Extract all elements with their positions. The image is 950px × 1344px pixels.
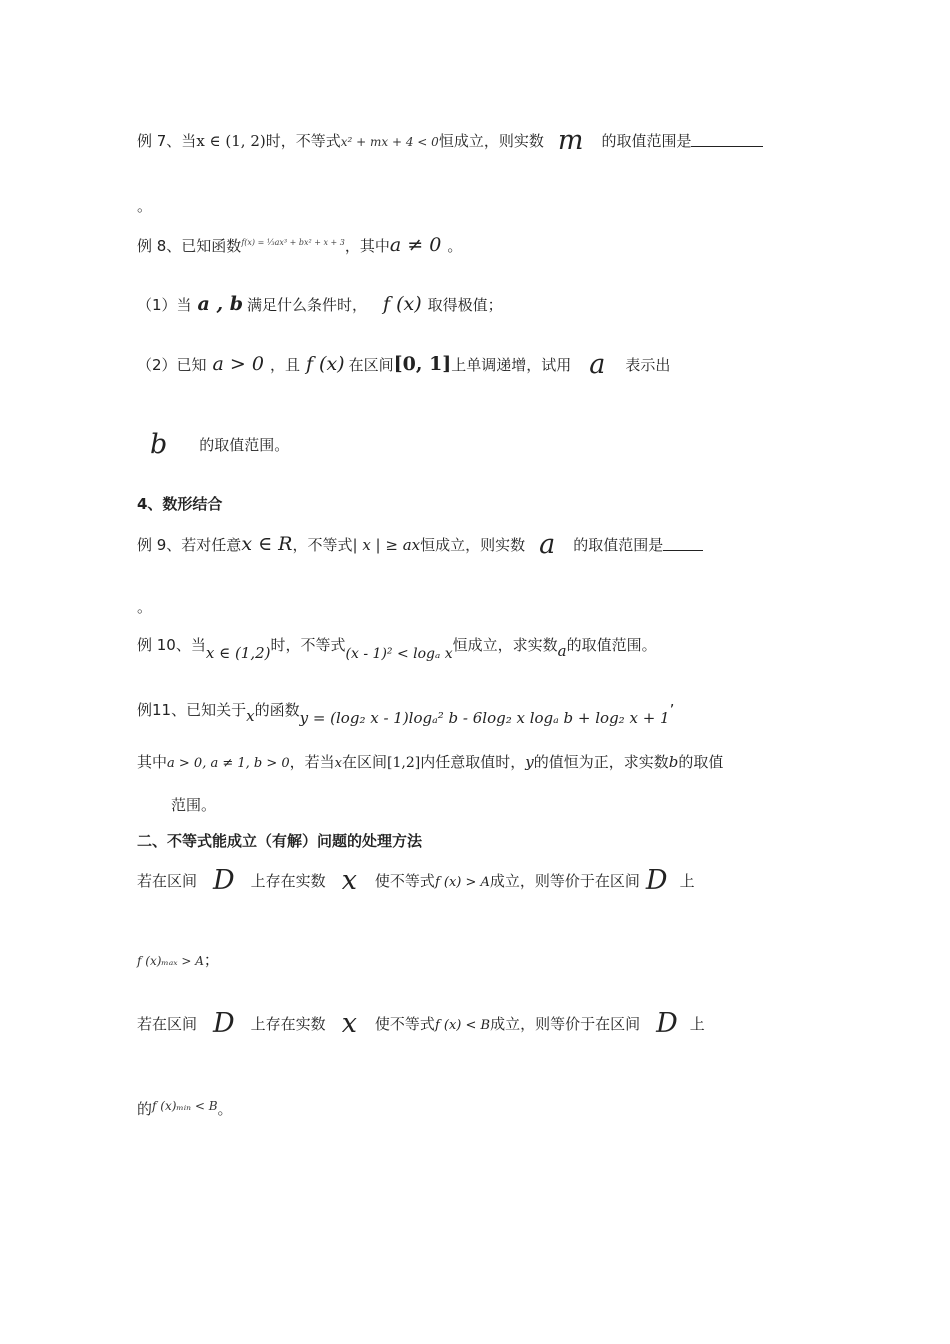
example-10-text-2: 恒成立，求实数 — [452, 636, 558, 654]
example-8-part-1-vars: a , b — [197, 293, 243, 315]
example-7-line — [137, 125, 763, 156]
example-8-part-1-function: f (x) — [383, 293, 422, 315]
example-9-end: 。 — [137, 598, 153, 616]
example-8-label: 例 8、已知函数 — [137, 237, 242, 255]
example-11-variable-x: x — [246, 707, 255, 725]
section-2-title: 二、不等式能成立（有解）问题的处理方法 — [137, 832, 423, 850]
rule-1-inequality: f (x) > A — [434, 875, 490, 890]
example-8-part-2-text-1: ，且 — [269, 356, 300, 374]
example-11-text-4: 在区间 — [342, 753, 388, 771]
example-8-part-1-text-1: 满足什么条件时， — [247, 296, 368, 314]
example-11-line — [137, 700, 674, 728]
example-7-text-2: 恒成立，则实数 — [438, 132, 544, 150]
example-11-text-6: 的值恒为正，求实数 — [533, 753, 669, 771]
example-8-part-1-label: （1）当 — [137, 296, 192, 314]
rule-1-D2: D — [645, 865, 670, 896]
example-8-line — [137, 233, 462, 256]
example-11-line-2 — [137, 752, 723, 774]
example-9-variable-a: a — [539, 529, 558, 560]
rule-1-text-1: 若在区间 — [137, 872, 198, 890]
example-8-part-2-function: f (x) — [305, 353, 345, 375]
example-8-text-1: ，其中 — [344, 237, 390, 255]
rule-2-text-5: 上 — [689, 1015, 705, 1033]
example-8-part-2-cont — [150, 429, 290, 460]
example-9-text-3: 的取值范围是 — [573, 536, 664, 554]
example-11-text-1: 的函数 — [254, 701, 300, 719]
example-10-text-3: 的取值范围。 — [566, 636, 657, 654]
example-8-condition: a ≠ 0 — [389, 234, 442, 256]
example-8-part-1-text-2: 取得极值； — [427, 296, 503, 314]
example-8-part-2-text-5: 的取值范围。 — [199, 436, 290, 454]
example-7-variable-m: m — [557, 125, 586, 156]
example-11-variable-y: y — [525, 753, 534, 771]
example-8-part-2-variable-b: b — [150, 429, 170, 460]
section-4-title: 4、数形结合 — [137, 495, 223, 513]
section-2-rule-1 — [137, 865, 695, 896]
example-8-end: 。 — [447, 237, 463, 255]
rule-2-end: 。 — [217, 1100, 233, 1118]
example-10-inequality: (x - 1)² < logₐ x — [345, 646, 453, 662]
example-10-variable-a: a — [557, 642, 567, 660]
rule-2-text-4: 成立，则等价于在区间 — [490, 1015, 641, 1033]
example-11-function: y = (log₂ x - 1)logₐ² b - 6log₂ x logₐ b + log₂ x + 1 — [299, 709, 670, 727]
rule-2-pre: 的 — [137, 1100, 153, 1118]
rule-1-text-5: 上 — [679, 872, 695, 890]
example-7-inequality: x² + mx + 4 < 0 — [340, 135, 439, 149]
example-11-label: 例11、已知关于 — [137, 701, 247, 719]
example-10-text-1: 时，不等式 — [270, 636, 346, 654]
example-9-label: 例 9、若对任意 — [137, 536, 242, 554]
rule-2-inequality: f (x) < B — [434, 1018, 491, 1033]
rule-2-text-1: 若在区间 — [137, 1015, 198, 1033]
example-11-text-7: 的取值 — [678, 753, 724, 771]
rule-1-text-3: 使不等式 — [374, 872, 435, 890]
example-9-condition: x ∈ R — [241, 533, 293, 555]
rule-1-D: D — [213, 865, 237, 896]
example-8-part-2-text-4: 表示出 — [625, 356, 671, 374]
rule-1-result: f (x)ₘₐₓ > A — [137, 954, 204, 968]
rule-1-end: ； — [203, 951, 219, 969]
section-2-rule-2 — [137, 1008, 705, 1039]
example-7-condition: x ∈ (1, 2) — [196, 132, 266, 150]
example-10-line — [137, 635, 657, 664]
example-10-condition: x ∈ (1,2) — [205, 644, 271, 662]
example-7-end: 。 — [137, 197, 153, 215]
example-11-text-2: 其中 — [137, 753, 168, 771]
rule-1-text-4: 成立，则等价于在区间 — [489, 872, 640, 890]
example-9-answer-blank — [663, 536, 703, 551]
example-11-condition: a > 0, a ≠ 1, b > 0 — [167, 756, 290, 771]
example-11-variable-x2: x — [334, 756, 343, 771]
example-9-inequality: | x | ≥ ax — [352, 536, 421, 554]
rule-2-text-2: 上存在实数 — [250, 1015, 326, 1033]
example-11-variable-b: b — [668, 753, 679, 771]
example-7-text-1: 时，不等式 — [265, 132, 341, 150]
example-7-answer-blank — [691, 132, 763, 147]
example-8-part-2 — [137, 349, 671, 380]
rule-1-x: x — [341, 865, 359, 896]
example-11-text-3: ，若当 — [289, 753, 335, 771]
example-11-text-5: 内任意取值时， — [420, 753, 526, 771]
example-11-comma: ’ — [669, 701, 675, 719]
example-8-part-2-text-2: 在区间 — [348, 356, 394, 374]
example-9-text-1: ，不等式 — [292, 536, 353, 554]
example-8-part-2-label: （2）已知 — [137, 356, 207, 374]
example-8-function: f(x) = ⅓ax³ + bx² + x + 3 — [241, 238, 345, 247]
section-2-rule-1-result — [137, 950, 219, 971]
rule-2-D2: D — [656, 1008, 680, 1039]
example-10-label: 例 10、当 — [137, 636, 206, 654]
example-8-part-2-interval: [0, 1] — [393, 353, 452, 375]
rule-1-text-2: 上存在实数 — [250, 872, 326, 890]
rule-2-D: D — [213, 1008, 237, 1039]
example-8-part-2-condition: a > 0 — [212, 353, 264, 375]
example-9-line — [137, 529, 703, 560]
example-11-interval: [1,2] — [387, 755, 421, 771]
rule-2-x: x — [341, 1008, 359, 1039]
example-8-part-1 — [137, 294, 503, 315]
example-8-part-2-text-3: 上单调递增，试用 — [451, 356, 572, 374]
example-7-label: 例 7、当 — [137, 132, 197, 150]
rule-2-result: f (x)ₘᵢₙ < B — [152, 1099, 218, 1113]
example-8-part-2-variable-a: a — [589, 349, 608, 380]
example-9-text-2: 恒成立，则实数 — [420, 536, 526, 554]
section-2-rule-2-result — [137, 1096, 233, 1119]
example-11-line-3: 范围。 — [171, 796, 217, 814]
example-7-text-3: 的取值范围是 — [601, 132, 692, 150]
rule-2-text-3: 使不等式 — [374, 1015, 435, 1033]
